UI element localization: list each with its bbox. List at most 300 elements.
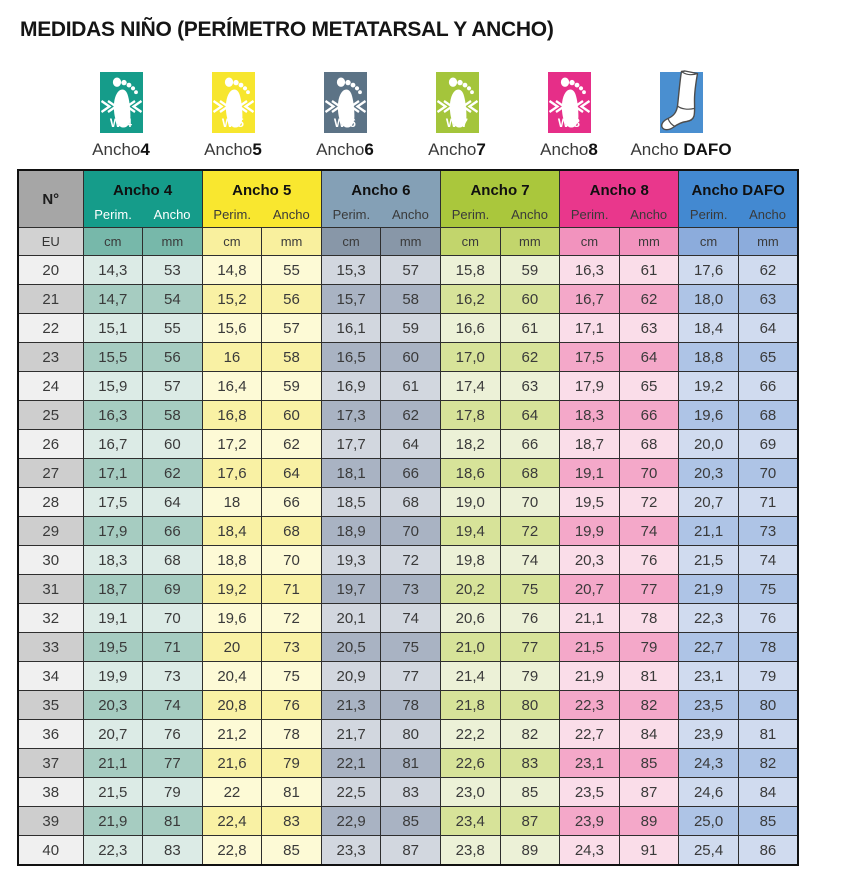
size-cell: 37 — [18, 749, 83, 778]
table-row — [18, 720, 798, 749]
perim-cell: 19,1 — [560, 459, 620, 488]
perim-cell: 21,4 — [440, 662, 500, 691]
ancho-cell: 79 — [262, 749, 322, 778]
ancho-cell: 60 — [143, 430, 203, 459]
size-cell: 22 — [18, 314, 83, 343]
perim-cell: 23,8 — [440, 836, 500, 866]
ancho-cell: 61 — [381, 372, 441, 401]
ancho-cell: 63 — [738, 285, 798, 314]
legend-item-w-6 — [289, 72, 401, 160]
ancho-cell: 54 — [143, 285, 203, 314]
ancho-cell: 74 — [381, 604, 441, 633]
ancho-cell: 68 — [738, 401, 798, 430]
perim-cell: 23,4 — [440, 807, 500, 836]
ancho-cell: 85 — [381, 807, 441, 836]
size-cell: 32 — [18, 604, 83, 633]
perim-cell: 16,7 — [83, 430, 143, 459]
perim-subheader: Perim. — [689, 206, 728, 222]
perim-cell: 20,0 — [679, 430, 739, 459]
ancho-cell: 73 — [738, 517, 798, 546]
ancho-cell: 74 — [619, 517, 679, 546]
size-cell: 27 — [18, 459, 83, 488]
perim-cell: 15,1 — [83, 314, 143, 343]
ancho-cell: 87 — [619, 778, 679, 807]
perim-cell: 24,3 — [679, 749, 739, 778]
ancho-cell: 58 — [381, 285, 441, 314]
perim-cell: 14,8 — [202, 256, 262, 285]
ancho-cell: 87 — [500, 807, 560, 836]
perim-cell: 17,4 — [440, 372, 500, 401]
table-row — [18, 314, 798, 343]
perim-cell: 18,2 — [440, 430, 500, 459]
table-row — [18, 430, 798, 459]
perim-cell: 19,6 — [202, 604, 262, 633]
ancho-cell: 83 — [381, 778, 441, 807]
perim-cell: 17,9 — [560, 372, 620, 401]
perim-cell: 15,7 — [321, 285, 381, 314]
ancho-cell: 70 — [619, 459, 679, 488]
ancho-cell: 62 — [143, 459, 203, 488]
ancho-cell: 62 — [619, 285, 679, 314]
ancho-cell: 81 — [143, 807, 203, 836]
ancho-cell: 73 — [143, 662, 203, 691]
eu-label-cell: EU — [18, 228, 83, 256]
perim-cell: 23,9 — [560, 807, 620, 836]
group-subheaders — [322, 207, 440, 222]
ancho-cell: 71 — [262, 575, 322, 604]
ancho-cell: 71 — [143, 633, 203, 662]
ancho-cell: 79 — [500, 662, 560, 691]
ancho-cell: 72 — [500, 517, 560, 546]
ancho-cell: 62 — [738, 256, 798, 285]
perim-cell: 21,8 — [440, 691, 500, 720]
perim-cell: 17,1 — [83, 459, 143, 488]
ancho-cell: 79 — [738, 662, 798, 691]
ancho-cell: 74 — [738, 546, 798, 575]
perim-cell: 22,3 — [83, 836, 143, 866]
perim-cell: 19,6 — [679, 401, 739, 430]
perim-cell: 18,9 — [321, 517, 381, 546]
perim-cell: 18,4 — [202, 517, 262, 546]
foot-width-icon — [324, 72, 367, 133]
perim-cell: 17,5 — [560, 343, 620, 372]
perim-cell: 19,2 — [679, 372, 739, 401]
perim-cell: 18,5 — [321, 488, 381, 517]
perim-cell: 21,1 — [679, 517, 739, 546]
ancho-cell: 65 — [619, 372, 679, 401]
ancho-cell: 59 — [262, 372, 322, 401]
legend-item-dafo — [625, 72, 737, 160]
ancho-cell: 56 — [143, 343, 203, 372]
ancho-cell: 78 — [262, 720, 322, 749]
perim-cell: 21,5 — [679, 546, 739, 575]
perim-cell: 17,6 — [202, 459, 262, 488]
perim-cell: 23,5 — [560, 778, 620, 807]
size-cell: 34 — [18, 662, 83, 691]
ancho-cell: 76 — [619, 546, 679, 575]
perim-cell: 18,8 — [202, 546, 262, 575]
group-header-ancho-8 — [560, 170, 679, 228]
perim-cell: 21,9 — [560, 662, 620, 691]
width-code-badge: W-5 — [221, 116, 245, 130]
perim-cell: 22,4 — [202, 807, 262, 836]
perim-cell: 20,9 — [321, 662, 381, 691]
perim-cell: 15,5 — [83, 343, 143, 372]
foot-width-icon — [436, 72, 479, 133]
table-row — [18, 546, 798, 575]
perim-cell: 21,5 — [83, 778, 143, 807]
perim-cell: 18,8 — [679, 343, 739, 372]
ancho-cell: 69 — [143, 575, 203, 604]
ancho-cell: 77 — [619, 575, 679, 604]
ancho-cell: 68 — [500, 459, 560, 488]
group-header-ancho-4 — [83, 170, 202, 228]
ancho-cell: 89 — [500, 836, 560, 866]
ancho-cell: 76 — [262, 691, 322, 720]
perim-cell: 16,4 — [202, 372, 262, 401]
perim-cell: 23,1 — [679, 662, 739, 691]
perim-cell: 20,4 — [202, 662, 262, 691]
width-code-badge: W-7 — [445, 116, 469, 130]
ancho-subheader: Ancho — [153, 206, 191, 222]
ancho-cell: 85 — [619, 749, 679, 778]
ancho-cell: 75 — [381, 633, 441, 662]
ancho-cell: 78 — [738, 633, 798, 662]
perim-cell: 18,1 — [321, 459, 381, 488]
perim-cell: 16,1 — [321, 314, 381, 343]
size-cell: 29 — [18, 517, 83, 546]
unit-cell-mm: mm — [619, 228, 679, 256]
ancho-cell: 83 — [262, 807, 322, 836]
ancho-cell: 57 — [143, 372, 203, 401]
ancho-cell: 73 — [381, 575, 441, 604]
perim-cell: 16,9 — [321, 372, 381, 401]
ancho-cell: 68 — [262, 517, 322, 546]
unit-cell-cm: cm — [440, 228, 500, 256]
ancho-cell: 62 — [381, 401, 441, 430]
ancho-subheader: Ancho — [630, 206, 668, 222]
ancho-cell: 78 — [381, 691, 441, 720]
measurements-table — [17, 169, 799, 866]
perim-cell: 15,8 — [440, 256, 500, 285]
ancho-cell: 77 — [500, 633, 560, 662]
ancho-cell: 64 — [262, 459, 322, 488]
table-row — [18, 807, 798, 836]
group-name: Ancho 8 — [589, 181, 649, 199]
ancho-cell: 76 — [738, 604, 798, 633]
ancho-cell: 87 — [381, 836, 441, 866]
ancho-cell: 82 — [738, 749, 798, 778]
perim-cell: 15,9 — [83, 372, 143, 401]
ancho-cell: 71 — [738, 488, 798, 517]
perim-cell: 19,9 — [83, 662, 143, 691]
legend-label: Ancho7 — [428, 140, 486, 159]
ancho-cell: 75 — [500, 575, 560, 604]
ancho-cell: 66 — [738, 372, 798, 401]
size-chart-page — [0, 18, 841, 866]
perim-subheader: Perim. — [332, 206, 371, 222]
perim-cell: 22,3 — [560, 691, 620, 720]
table-row — [18, 749, 798, 778]
size-cell: 21 — [18, 285, 83, 314]
perim-cell: 21,1 — [83, 749, 143, 778]
page-title — [20, 18, 841, 42]
perim-cell: 22,9 — [321, 807, 381, 836]
perim-cell: 20,7 — [83, 720, 143, 749]
perim-cell: 19,3 — [321, 546, 381, 575]
ancho-cell: 81 — [262, 778, 322, 807]
perim-cell: 17,2 — [202, 430, 262, 459]
group-name: Ancho DAFO — [691, 181, 785, 199]
ancho-cell: 59 — [500, 256, 560, 285]
dafo-brace-icon — [660, 72, 703, 133]
perim-cell: 19,5 — [560, 488, 620, 517]
unit-cell-mm: mm — [262, 228, 322, 256]
size-cell: 33 — [18, 633, 83, 662]
legend-item-w-4 — [65, 72, 177, 160]
perim-cell: 17,9 — [83, 517, 143, 546]
perim-cell: 21,7 — [321, 720, 381, 749]
perim-cell: 25,0 — [679, 807, 739, 836]
legend-item-w-8 — [513, 72, 625, 160]
perim-cell: 17,3 — [321, 401, 381, 430]
ancho-cell: 76 — [500, 604, 560, 633]
perim-cell: 22,5 — [321, 778, 381, 807]
ancho-cell: 75 — [738, 575, 798, 604]
size-cell: 40 — [18, 836, 83, 866]
ancho-cell: 79 — [143, 778, 203, 807]
size-cell: 31 — [18, 575, 83, 604]
ancho-cell: 74 — [143, 691, 203, 720]
width-code-badge: W-8 — [557, 116, 581, 130]
perim-cell: 20,7 — [560, 575, 620, 604]
ancho-cell: 82 — [500, 720, 560, 749]
perim-cell: 19,8 — [440, 546, 500, 575]
ancho-cell: 66 — [381, 459, 441, 488]
ancho-cell: 70 — [381, 517, 441, 546]
perim-cell: 16,8 — [202, 401, 262, 430]
perim-cell: 16,6 — [440, 314, 500, 343]
unit-cell-mm: mm — [143, 228, 203, 256]
unit-cell-mm: mm — [500, 228, 560, 256]
perim-cell: 20,2 — [440, 575, 500, 604]
perim-cell: 17,1 — [560, 314, 620, 343]
table-row — [18, 604, 798, 633]
ancho-cell: 59 — [381, 314, 441, 343]
perim-subheader: Perim. — [213, 206, 251, 222]
size-cell: 39 — [18, 807, 83, 836]
foot-width-icon — [100, 72, 143, 133]
perim-cell: 18,3 — [83, 546, 143, 575]
ancho-cell: 63 — [619, 314, 679, 343]
ancho-subheader: Ancho — [511, 206, 549, 222]
table-row — [18, 256, 798, 285]
legend-label: Ancho DAFO — [630, 140, 732, 159]
group-subheaders — [560, 207, 678, 222]
ancho-cell: 64 — [619, 343, 679, 372]
table-row — [18, 343, 798, 372]
legend-item-w-5 — [177, 72, 289, 160]
ancho-cell: 55 — [143, 314, 203, 343]
size-column-header: N° — [18, 170, 83, 228]
perim-cell: 15,3 — [321, 256, 381, 285]
legend-label: Ancho5 — [204, 140, 262, 159]
ancho-cell: 84 — [619, 720, 679, 749]
unit-cell-cm: cm — [321, 228, 381, 256]
perim-cell: 20,7 — [679, 488, 739, 517]
group-name: Ancho 6 — [351, 181, 411, 199]
perim-cell: 18 — [202, 488, 262, 517]
ancho-cell: 64 — [143, 488, 203, 517]
table-row — [18, 372, 798, 401]
ancho-cell: 89 — [619, 807, 679, 836]
perim-cell: 18,6 — [440, 459, 500, 488]
perim-cell: 23,3 — [321, 836, 381, 866]
size-cell: 35 — [18, 691, 83, 720]
page-title-bold: MEDIDAS NIÑO — [20, 18, 172, 41]
perim-cell: 20,3 — [679, 459, 739, 488]
perim-cell: 22,7 — [679, 633, 739, 662]
unit-cell-cm: cm — [679, 228, 739, 256]
ancho-cell: 62 — [500, 343, 560, 372]
size-cell: 26 — [18, 430, 83, 459]
ancho-cell: 56 — [262, 285, 322, 314]
table-row — [18, 836, 798, 866]
table-row — [18, 401, 798, 430]
ancho-cell: 57 — [262, 314, 322, 343]
ancho-cell: 78 — [619, 604, 679, 633]
ancho-cell: 63 — [500, 372, 560, 401]
unit-row — [18, 228, 798, 256]
perim-subheader: Perim. — [570, 206, 609, 222]
perim-cell: 14,7 — [83, 285, 143, 314]
perim-cell: 19,2 — [202, 575, 262, 604]
table-row — [18, 691, 798, 720]
size-cell: 30 — [18, 546, 83, 575]
perim-cell: 22,2 — [440, 720, 500, 749]
ancho-cell: 68 — [381, 488, 441, 517]
ancho-subheader: Ancho — [272, 206, 310, 222]
group-header-ancho-6 — [321, 170, 440, 228]
foot-width-icon — [212, 72, 255, 133]
ancho-subheader: Ancho — [749, 206, 786, 222]
legend-label: Ancho6 — [316, 140, 374, 159]
ancho-cell: 81 — [619, 662, 679, 691]
perim-cell: 19,0 — [440, 488, 500, 517]
legend-item-w-7 — [401, 72, 513, 160]
perim-cell: 20,1 — [321, 604, 381, 633]
ancho-cell: 62 — [262, 430, 322, 459]
group-subheaders — [84, 207, 202, 222]
ancho-cell: 66 — [262, 488, 322, 517]
ancho-cell: 53 — [143, 256, 203, 285]
size-cell: 36 — [18, 720, 83, 749]
table-row — [18, 488, 798, 517]
group-subheaders — [679, 207, 797, 222]
size-cell: 28 — [18, 488, 83, 517]
group-header-ancho-5 — [202, 170, 321, 228]
perim-cell: 16,2 — [440, 285, 500, 314]
ancho-cell: 70 — [738, 459, 798, 488]
ancho-cell: 85 — [500, 778, 560, 807]
ancho-cell: 70 — [262, 546, 322, 575]
perim-cell: 24,3 — [560, 836, 620, 866]
table-row — [18, 575, 798, 604]
perim-subheader: Perim. — [94, 206, 132, 222]
perim-subheader: Perim. — [451, 206, 490, 222]
ancho-cell: 76 — [143, 720, 203, 749]
perim-cell: 22,1 — [321, 749, 381, 778]
perim-cell: 17,8 — [440, 401, 500, 430]
perim-cell: 15,6 — [202, 314, 262, 343]
perim-cell: 19,9 — [560, 517, 620, 546]
group-subheaders — [203, 207, 321, 222]
perim-cell: 23,9 — [679, 720, 739, 749]
ancho-cell: 82 — [619, 691, 679, 720]
ancho-cell: 65 — [738, 343, 798, 372]
perim-cell: 21,0 — [440, 633, 500, 662]
group-header-row — [18, 170, 798, 228]
ancho-cell: 64 — [500, 401, 560, 430]
perim-cell: 22,3 — [679, 604, 739, 633]
ancho-cell: 72 — [381, 546, 441, 575]
table-row — [18, 459, 798, 488]
perim-cell: 21,3 — [321, 691, 381, 720]
perim-cell: 23,1 — [560, 749, 620, 778]
ancho-cell: 55 — [262, 256, 322, 285]
unit-cell-mm: mm — [738, 228, 798, 256]
page-title-rest: (PERÍMETRO METATARSAL Y ANCHO) — [171, 18, 554, 41]
ancho-cell: 64 — [381, 430, 441, 459]
group-header-ancho-7 — [440, 170, 559, 228]
ancho-cell: 58 — [262, 343, 322, 372]
ancho-cell: 64 — [738, 314, 798, 343]
ancho-cell: 60 — [500, 285, 560, 314]
ancho-cell: 72 — [619, 488, 679, 517]
perim-cell: 20,3 — [83, 691, 143, 720]
group-subheaders — [441, 207, 559, 222]
ancho-cell: 60 — [381, 343, 441, 372]
ancho-cell: 72 — [262, 604, 322, 633]
ancho-cell: 80 — [381, 720, 441, 749]
ancho-cell: 61 — [500, 314, 560, 343]
ancho-cell: 66 — [143, 517, 203, 546]
perim-cell: 14,3 — [83, 256, 143, 285]
perim-cell: 22,6 — [440, 749, 500, 778]
ancho-cell: 79 — [619, 633, 679, 662]
ancho-cell: 77 — [381, 662, 441, 691]
perim-cell: 16,3 — [83, 401, 143, 430]
perim-cell: 16 — [202, 343, 262, 372]
unit-cell-cm: cm — [83, 228, 143, 256]
ancho-subheader: Ancho — [391, 206, 429, 222]
ancho-cell: 80 — [738, 691, 798, 720]
perim-cell: 19,7 — [321, 575, 381, 604]
ancho-cell: 61 — [619, 256, 679, 285]
ancho-cell: 70 — [500, 488, 560, 517]
size-cell: 20 — [18, 256, 83, 285]
perim-cell: 23,5 — [679, 691, 739, 720]
table-row — [18, 633, 798, 662]
group-name: Ancho 7 — [470, 181, 530, 199]
ancho-cell: 57 — [381, 256, 441, 285]
perim-cell: 21,2 — [202, 720, 262, 749]
perim-cell: 17,0 — [440, 343, 500, 372]
ancho-cell: 85 — [738, 807, 798, 836]
table-row — [18, 778, 798, 807]
perim-cell: 16,3 — [560, 256, 620, 285]
measurements-body — [18, 256, 798, 866]
